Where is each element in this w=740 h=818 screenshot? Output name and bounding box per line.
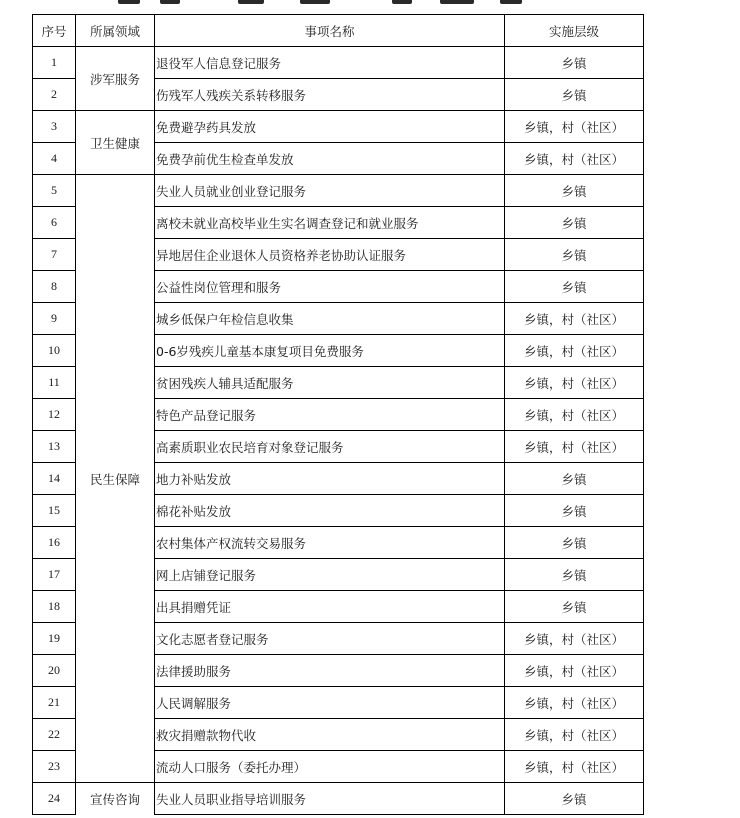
row-name: 救灾捐赠款物代收	[155, 719, 505, 751]
service-items-table	[32, 14, 644, 815]
row-level: 乡镇，村（社区）	[505, 303, 644, 335]
row-name: 异地居住企业退休人员资格养老协助认证服务	[155, 239, 505, 271]
row-num: 11	[33, 367, 76, 399]
row-num: 17	[33, 559, 76, 591]
table-row	[33, 783, 644, 815]
row-level: 乡镇，村（社区）	[505, 623, 644, 655]
row-name: 文化志愿者登记服务	[155, 623, 505, 655]
row-level: 乡镇，村（社区）	[505, 719, 644, 751]
row-name: 网上店铺登记服务	[155, 559, 505, 591]
row-level: 乡镇，村（社区）	[505, 399, 644, 431]
row-name: 失业人员就业创业登记服务	[155, 175, 505, 207]
row-num: 8	[33, 271, 76, 303]
row-level: 乡镇，村（社区）	[505, 431, 644, 463]
header-num: 序号	[33, 15, 76, 47]
row-num: 22	[33, 719, 76, 751]
row-level: 乡镇	[505, 239, 644, 271]
row-level: 乡镇	[505, 175, 644, 207]
row-level: 乡镇	[505, 527, 644, 559]
row-num: 24	[33, 783, 76, 815]
row-level: 乡镇	[505, 559, 644, 591]
row-num: 7	[33, 239, 76, 271]
row-num: 21	[33, 687, 76, 719]
row-num: 18	[33, 591, 76, 623]
row-level: 乡镇	[505, 47, 644, 79]
row-level: 乡镇，村（社区）	[505, 655, 644, 687]
row-level: 乡镇	[505, 463, 644, 495]
row-num: 5	[33, 175, 76, 207]
header-domain: 所属领域	[76, 15, 155, 47]
row-level: 乡镇	[505, 271, 644, 303]
row-num: 3	[33, 111, 76, 143]
header-name: 事项名称	[155, 15, 505, 47]
row-num: 16	[33, 527, 76, 559]
row-name: 法律援助服务	[155, 655, 505, 687]
row-level: 乡镇，村（社区）	[505, 687, 644, 719]
row-num: 23	[33, 751, 76, 783]
row-name: 城乡低保户年检信息收集	[155, 303, 505, 335]
row-num: 14	[33, 463, 76, 495]
row-num: 2	[33, 79, 76, 111]
row-level: 乡镇	[505, 591, 644, 623]
row-name: 免费避孕药具发放	[155, 111, 505, 143]
row-num: 13	[33, 431, 76, 463]
row-name: 地力补贴发放	[155, 463, 505, 495]
domain-cell-publicity: 宣传咨询	[76, 783, 155, 815]
row-level: 乡镇，村（社区）	[505, 751, 644, 783]
domain-cell-health: 卫生健康	[76, 111, 155, 175]
row-num: 4	[33, 143, 76, 175]
row-name: 特色产品登记服务	[155, 399, 505, 431]
domain-cell-livelihood: 民生保障	[76, 175, 155, 783]
row-num: 10	[33, 335, 76, 367]
row-name: 出具捐赠凭证	[155, 591, 505, 623]
domain-cell-military: 涉军服务	[76, 47, 155, 111]
row-level: 乡镇	[505, 783, 644, 815]
row-name: 流动人口服务（委托办理）	[155, 751, 505, 783]
table-header-row	[33, 15, 644, 47]
row-name: 退役军人信息登记服务	[155, 47, 505, 79]
row-name: 公益性岗位管理和服务	[155, 271, 505, 303]
row-name: 0-6岁残疾儿童基本康复项目免费服务	[155, 335, 505, 367]
row-name: 高素质职业农民培育对象登记服务	[155, 431, 505, 463]
table-row	[33, 175, 644, 207]
table-row	[33, 111, 644, 143]
row-level: 乡镇，村（社区）	[505, 335, 644, 367]
row-level: 乡镇，村（社区）	[505, 367, 644, 399]
row-num: 15	[33, 495, 76, 527]
row-level: 乡镇	[505, 495, 644, 527]
row-name: 人民调解服务	[155, 687, 505, 719]
row-name: 失业人员职业指导培训服务	[155, 783, 505, 815]
row-level: 乡镇，村（社区）	[505, 143, 644, 175]
row-name: 棉花补贴发放	[155, 495, 505, 527]
row-name: 离校未就业高校毕业生实名调查登记和就业服务	[155, 207, 505, 239]
row-num: 19	[33, 623, 76, 655]
row-num: 1	[33, 47, 76, 79]
row-name: 农村集体产权流转交易服务	[155, 527, 505, 559]
cropped-heading-fragment	[0, 0, 740, 8]
row-num: 12	[33, 399, 76, 431]
row-name: 贫困残疾人辅具适配服务	[155, 367, 505, 399]
row-num: 20	[33, 655, 76, 687]
row-level: 乡镇	[505, 79, 644, 111]
row-name: 免费孕前优生检查单发放	[155, 143, 505, 175]
row-num: 6	[33, 207, 76, 239]
row-level: 乡镇	[505, 207, 644, 239]
row-num: 9	[33, 303, 76, 335]
row-level: 乡镇，村（社区）	[505, 111, 644, 143]
row-name: 伤残军人残疾关系转移服务	[155, 79, 505, 111]
header-level: 实施层级	[505, 15, 644, 47]
table-row	[33, 47, 644, 79]
